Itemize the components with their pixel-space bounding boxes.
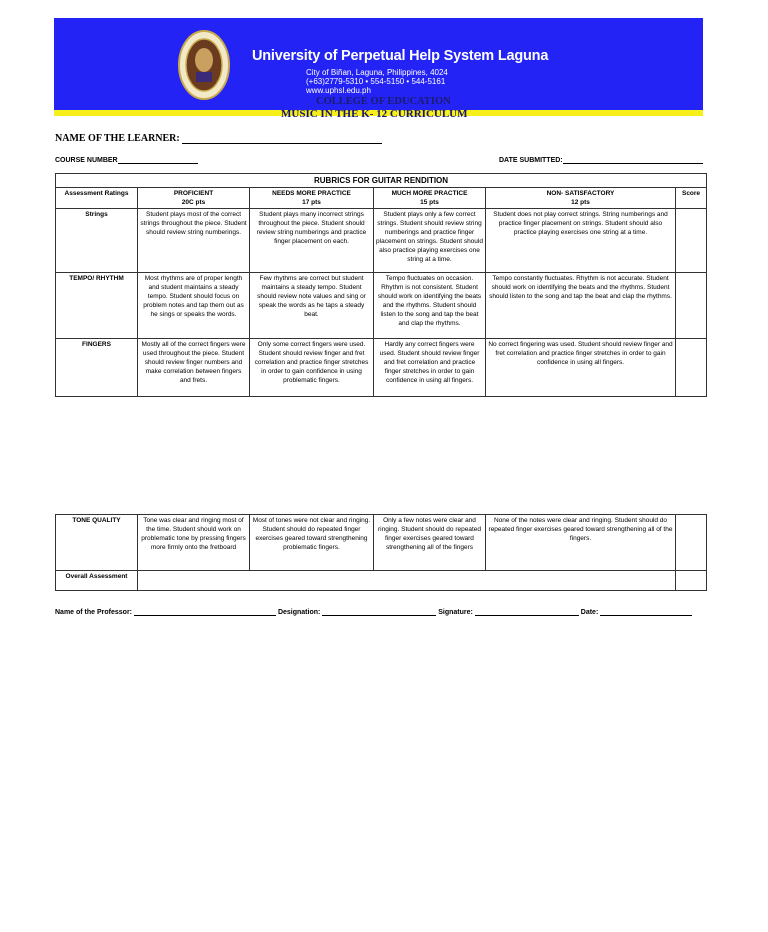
cell-needs-more-practice: Student plays many incorrect strings throughout the piece. Student should review string numberings and practice finger placement on each. xyxy=(250,209,374,273)
overall-assessment-label: Overall Assessment xyxy=(56,571,138,591)
score-cell-tone[interactable] xyxy=(676,515,707,571)
professor-label: Name of the Professor: xyxy=(55,609,133,616)
cell-much-more-practice: Tempo fluctuates on occasion. Rhythm is not consistent. Student should work on identifying the beats and the rhythms. Student should listen to the song and tap the beat and clap the rhythms. xyxy=(374,273,486,339)
criterion-tone-quality: TONE QUALITY xyxy=(56,515,138,571)
cell-needs-more-practice: Only some correct fingers were used. Student should review finger and fret correlation and practice finger stretches in order to gain confidence in using problematic fingers. xyxy=(250,339,374,397)
university-seal-icon xyxy=(178,30,230,100)
cell-proficient: Student plays most of the correct strings throughout the piece. Student should review string numberings. xyxy=(138,209,250,273)
professor-field[interactable] xyxy=(134,615,276,616)
cell-much-more-practice: Only a few notes were clear and ringing. Student should do repeated finger exercises geared toward strengthening all of the fingers xyxy=(374,515,486,571)
learner-underline xyxy=(182,143,382,144)
cell-needs-more-practice: Most of tones were not clear and ringing. Student should do repeated finger exercises geared toward strengthening problematic fingers. xyxy=(250,515,374,571)
score-cell-tempo[interactable] xyxy=(676,273,707,339)
date-label: Date: xyxy=(580,609,599,616)
score-cell-strings[interactable] xyxy=(676,209,707,273)
course-number-label: COURSE NUMBER xyxy=(55,157,118,164)
tone-table xyxy=(55,514,707,591)
criterion-strings: Strings xyxy=(56,209,138,273)
overall-assessment-value[interactable] xyxy=(138,571,676,591)
cell-non-satisfactory: No correct fingering was used. Student should review finger and fret correlation and practice finger stretches in order to gain confidence in using all fingers. xyxy=(486,339,676,397)
criterion-tempo-rhythm: TEMPO/ RHYTHM xyxy=(56,273,138,339)
cell-non-satisfactory: Student does not play correct strings. String numberings and practice finger placement on strings. Student should also practice playing exercises one string at a time. xyxy=(486,209,676,273)
cell-proficient: Most rhythms are of proper length and student maintains a steady tempo. Student should focus on problem notes and tap them out as he sings or speaks the words. xyxy=(138,273,250,339)
date-submitted-underline xyxy=(563,163,703,164)
address: City of Biñan, Laguna, Philippines, 4024 xyxy=(306,68,448,77)
table-row xyxy=(56,571,707,591)
college-name: COLLEGE OF EDUCATION xyxy=(316,96,451,107)
date-submitted-label: DATE SUBMITTED: xyxy=(499,157,563,164)
cell-needs-more-practice: Few rhythms are correct but student maintains a steady tempo. Student should review note values and sing or speak the words as he taps a steady beat. xyxy=(250,273,374,339)
signature-label: Signature: xyxy=(438,609,473,616)
cell-proficient: Mostly all of the correct fingers were used throughout the piece. Student should review finger numbers and make correlation between fingers and frets. xyxy=(138,339,250,397)
cell-proficient: Tone was clear and ringing most of the time. Student should work on problematic tone by pressing fingers more firmly onto the fretboard xyxy=(138,515,250,571)
rubric-title: RUBRICS FOR GUITAR RENDITION xyxy=(56,174,707,188)
website: www.uphsl.edu.ph xyxy=(306,86,371,95)
score-cell-fingers[interactable] xyxy=(676,339,707,397)
course-number-underline xyxy=(118,163,198,164)
table-row xyxy=(56,209,707,273)
learner-label: NAME OF THE LEARNER: xyxy=(55,133,180,144)
signature-field[interactable] xyxy=(475,615,579,616)
date-field[interactable] xyxy=(600,615,692,616)
table-row xyxy=(56,273,707,339)
course-title: MUSIC IN THE K- 12 CURRICULUM xyxy=(281,108,468,120)
signature-footer xyxy=(55,609,692,616)
cell-much-more-practice: Hardly any correct fingers were used. Student should review finger and fret correlation and practice finger stretches in order to gain confidence in using all fingers. xyxy=(374,339,486,397)
cell-much-more-practice: Student plays only a few correct strings. Student should review string numberings and practice finger placement on strings. Student should also practice playing exercises one string at a time. xyxy=(374,209,486,273)
table-row xyxy=(56,515,707,571)
table-row xyxy=(56,339,707,397)
rubric-table xyxy=(55,173,707,397)
header-non-satisfactory: NON- SATISFACTORY 12 pts xyxy=(486,188,676,209)
university-name: University of Perpetual Help System Laguna xyxy=(252,48,549,64)
designation-field[interactable] xyxy=(322,615,436,616)
designation-label: Designation: xyxy=(277,609,321,616)
header-assessment-ratings: Assessment Ratings xyxy=(56,188,138,209)
cell-non-satisfactory: Tempo constantly fluctuates. Rhythm is not accurate. Student should work on identifying the beats and the rhythms. Student should listen to the song and tap the beat and clap the rhythms. xyxy=(486,273,676,339)
header-score: Score xyxy=(676,188,707,209)
score-cell-overall[interactable] xyxy=(676,571,707,591)
header-much-more-practice: MUCH MORE PRACTICE 15 pts xyxy=(374,188,486,209)
date-submitted-field[interactable] xyxy=(499,157,703,164)
learner-field[interactable] xyxy=(55,133,382,144)
criterion-fingers: FINGERS xyxy=(56,339,138,397)
phone: (+63)2779-5310 • 554-5150 • 544-5161 xyxy=(306,77,446,86)
cell-non-satisfactory: None of the notes were clear and ringing. Student should do repeated finger exercises geared toward strengthening all of the fingers. xyxy=(486,515,676,571)
header-proficient: PROFICIENT 20C pts xyxy=(138,188,250,209)
header-needs-more-practice: NEEDS MORE PRACTICE 17 pts xyxy=(250,188,374,209)
course-number-field[interactable] xyxy=(55,157,198,164)
